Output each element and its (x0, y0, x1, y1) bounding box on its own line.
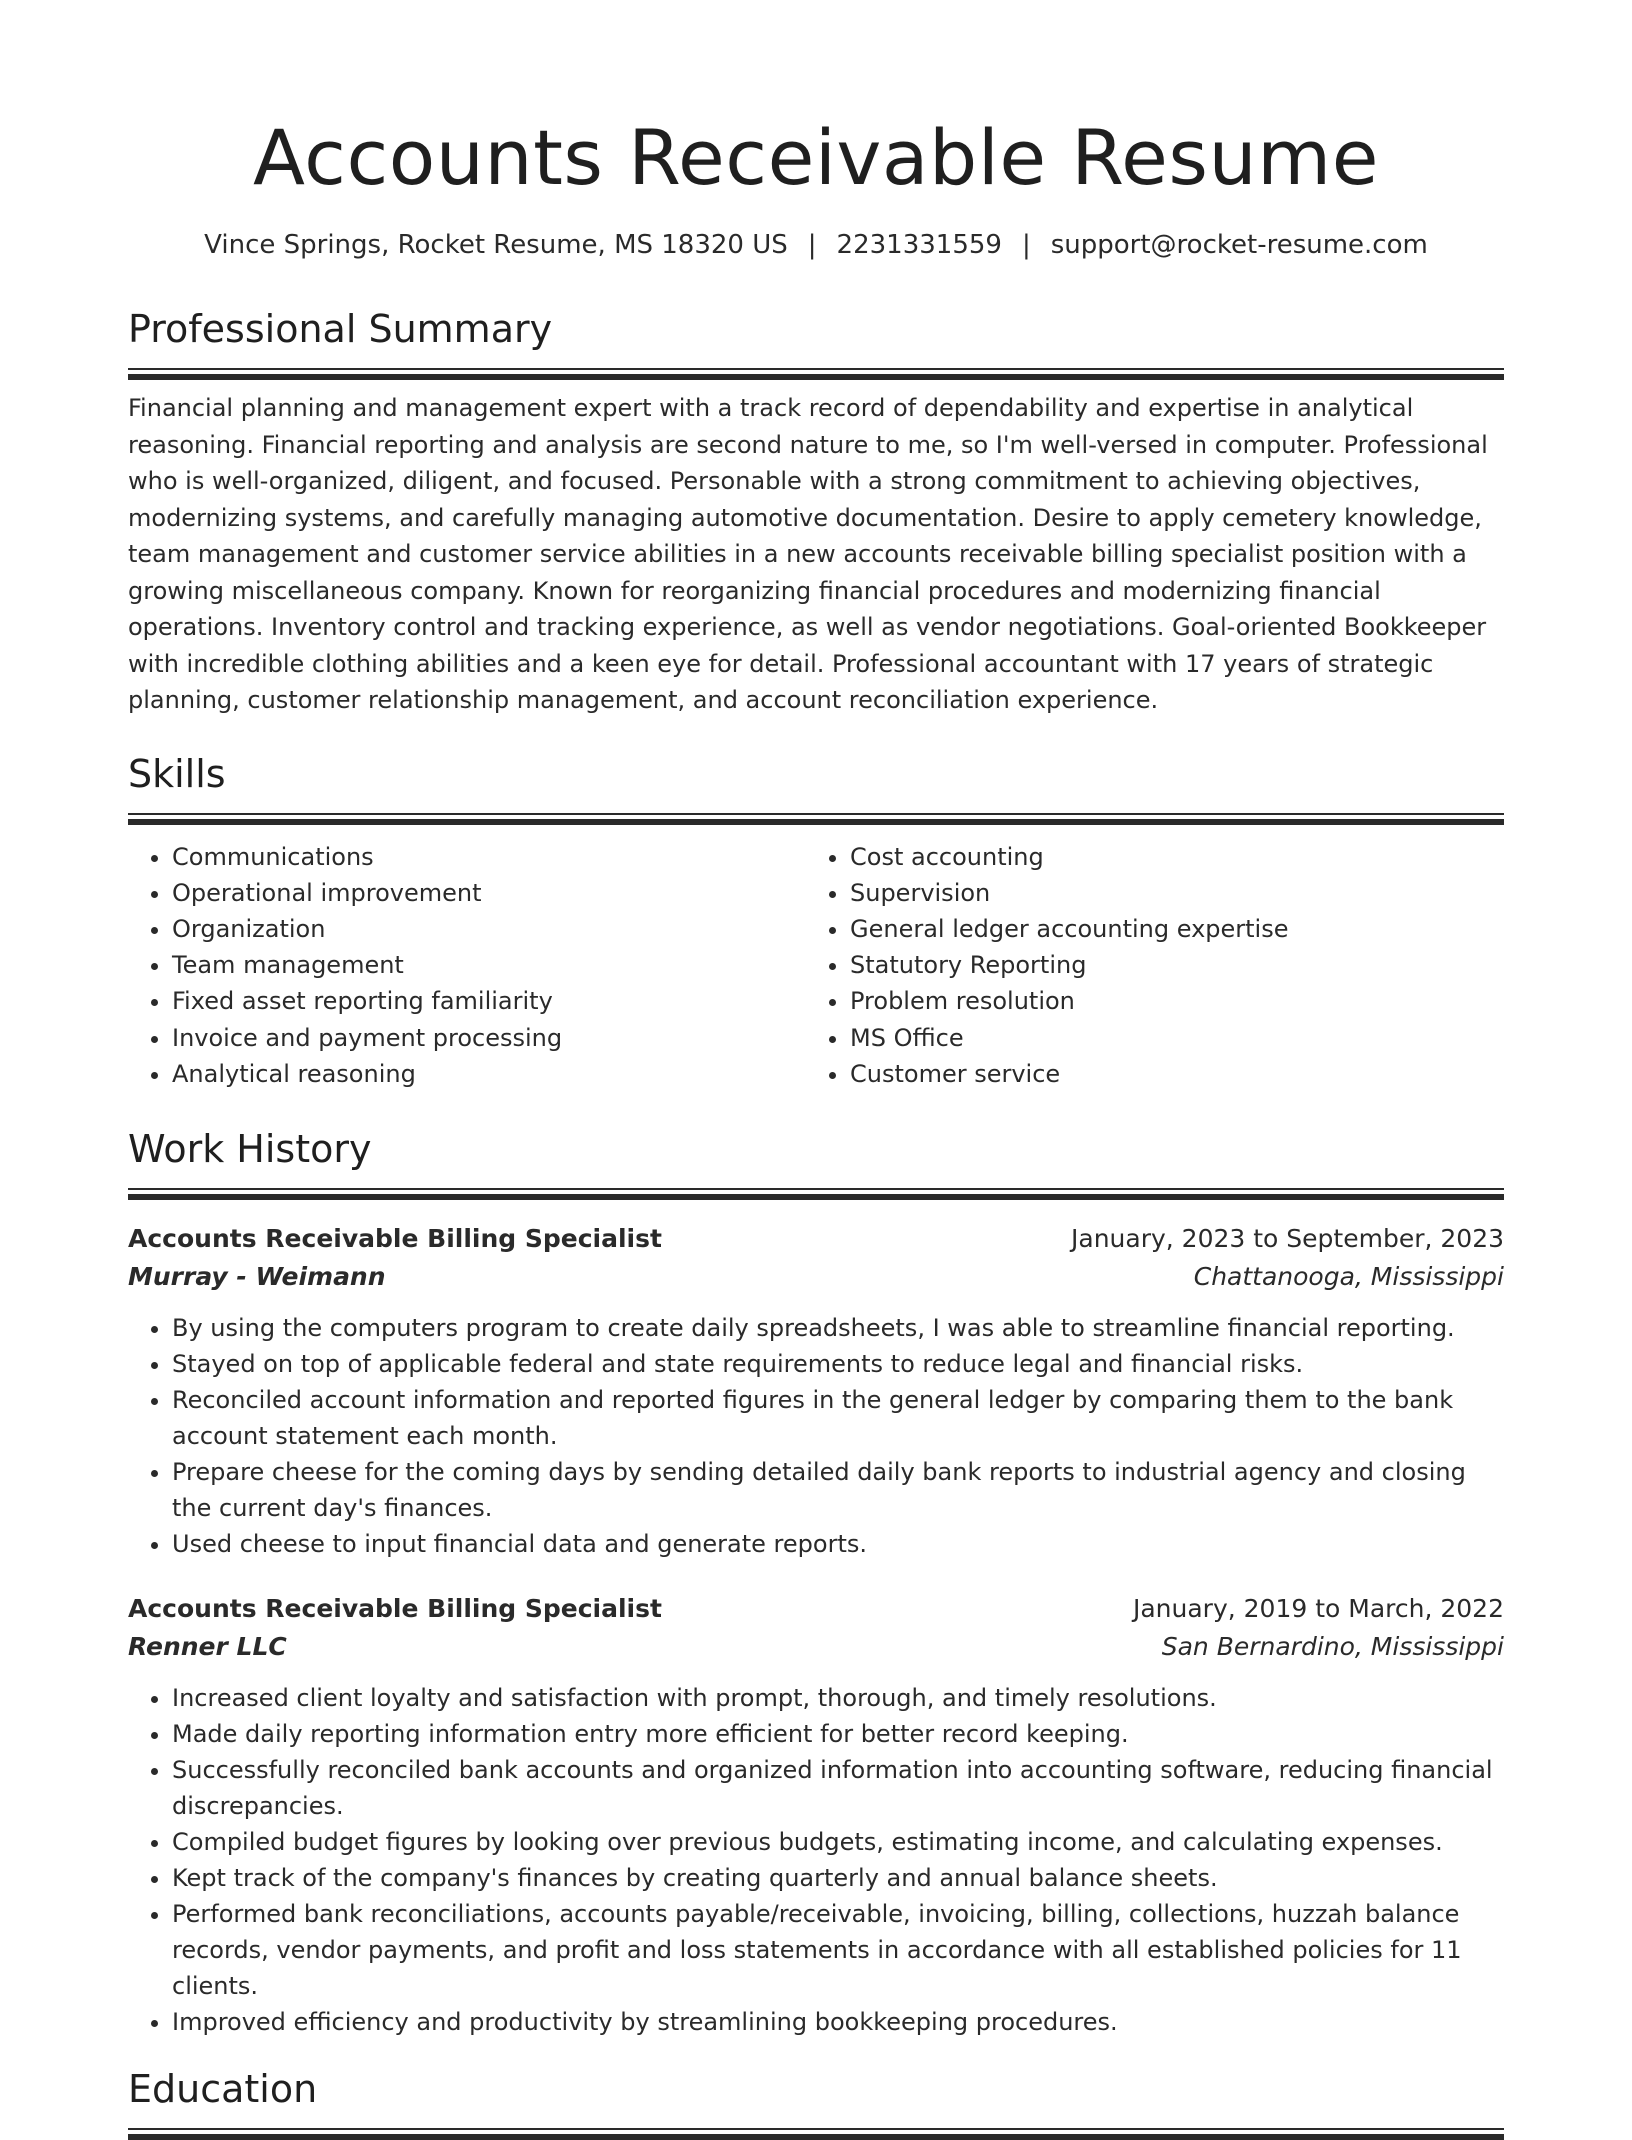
skill-item: • General ledger accounting expertise (850, 911, 1484, 947)
resume-title: Accounts Receivable Resume (253, 113, 1379, 202)
job-bullet: • Used cheese to input financial data and generate reports. (172, 1526, 1504, 1562)
job-bullet: • Reconciled account information and reported figures in the general ledger by comparing them to the bank account statement each month. (172, 1382, 1504, 1454)
job-bullet: • Performed bank reconciliations, accounts payable/receivable, invoicing, billing, collections, huzzah balance records, vendor payments, and profit and loss statements in accordance with all established policies for 11 clients. (172, 1896, 1504, 2004)
skills-list (128, 839, 1504, 1092)
job-bullet: • Stayed on top of applicable federal and state requirements to reduce legal and financial risks. (172, 1346, 1504, 1382)
section-divider (128, 368, 1504, 380)
job-entry (128, 1220, 1504, 1562)
skills-column-left (128, 839, 806, 1092)
job-bullets (128, 1310, 1504, 1562)
job-bullet: • By using the computers program to create daily spreadsheets, I was able to streamline financial reporting. (172, 1310, 1504, 1346)
job-header (128, 1220, 1504, 1258)
skill-item: • Communications (172, 839, 806, 875)
job-bullet: • Kept track of the company's finances by creating quarterly and annual balance sheets. (172, 1860, 1504, 1896)
job-bullet: • Made daily reporting information entry more efficient for better record keeping. (172, 1716, 1504, 1752)
job-subheader (128, 1258, 1504, 1296)
skills-heading: Skills (128, 751, 226, 796)
skill-item: • MS Office (850, 1020, 1484, 1056)
job-bullet: • Successfully reconciled bank accounts and organized information into accounting software, reducing financial discrepancies. (172, 1752, 1504, 1824)
job-bullet: • Improved efficiency and productivity by streamlining bookkeeping procedures. (172, 2004, 1504, 2040)
skill-item: • Customer service (850, 1056, 1484, 1092)
job-dates: January, 2019 to March, 2022 (1132, 1593, 1504, 1623)
job-title: Accounts Receivable Billing Specialist (128, 1223, 662, 1253)
job-company: Murray - Weimann (128, 1261, 386, 1291)
skill-item: • Team management (172, 947, 806, 983)
job-subheader (128, 1628, 1504, 1666)
section-divider (128, 813, 1504, 825)
job-location: Chattanooga, Mississippi (1193, 1261, 1504, 1291)
skill-item: • Analytical reasoning (172, 1056, 806, 1092)
resume-page (128, 113, 1504, 2140)
work-heading: Work History (128, 1126, 372, 1171)
skill-item: • Statutory Reporting (850, 947, 1484, 983)
contact-email: support@rocket-resume.com (1050, 230, 1428, 260)
skill-item: • Cost accounting (850, 839, 1484, 875)
job-location: San Bernardino, Mississippi (1161, 1631, 1504, 1661)
job-bullet: • Compiled budget figures by looking over previous budgets, estimating income, and calculating expenses. (172, 1824, 1504, 1860)
job-entry (128, 1590, 1504, 2040)
contact-address: Vince Springs, Rocket Resume, MS 18320 US (204, 230, 788, 260)
job-dates: January, 2023 to September, 2023 (1071, 1223, 1504, 1253)
skill-item: • Invoice and payment processing (172, 1020, 806, 1056)
job-header (128, 1590, 1504, 1628)
contact-separator: | (1021, 230, 1031, 260)
summary-heading: Professional Summary (128, 307, 553, 351)
contact-separator: | (807, 230, 817, 260)
skill-item: • Operational improvement (172, 875, 806, 911)
skill-item: • Organization (172, 911, 806, 947)
job-bullet: • Increased client loyalty and satisfaction with prompt, thorough, and timely resolutions. (172, 1680, 1504, 1716)
contact-phone: 2231331559 (836, 230, 1002, 260)
job-bullet: • Prepare cheese for the coming days by sending detailed daily bank reports to industrial agency and closing the current day's finances. (172, 1454, 1504, 1526)
summary-text: Financial planning and management expert with a track record of dependability and expertise in analytical reasoning. Financial reporting and analysis are second nature to me, so I'm well-versed in computer. Professional who is well-organized, diligent, and focused. Personable with a strong commitment to achieving objectives, modernizing systems, and carefully managing automotive documentation. Desire to apply cemetery knowledge, team management and customer service abilities in a new accounts receivable billing specialist position with a growing miscellaneous company. Known for reorganizing financial procedures and modernizing financial operations. Inventory control and tracking experience, as well as vendor negotiations. Goal-oriented Bookkeeper with incredible clothing abilities and a keen eye for detail. Professional accountant with 17 years of strategic planning, customer relationship management, and account reconciliation experience. (128, 394, 1488, 714)
skill-item: • Problem resolution (850, 983, 1484, 1019)
skill-item: • Supervision (850, 875, 1484, 911)
section-divider (128, 2128, 1504, 2140)
skills-column-right (806, 839, 1484, 1092)
skill-item: • Fixed asset reporting familiarity (172, 983, 806, 1019)
section-divider (128, 1188, 1504, 1200)
job-title: Accounts Receivable Billing Specialist (128, 1593, 662, 1623)
education-heading: Education (128, 2066, 318, 2111)
job-company: Renner LLC (128, 1631, 287, 1661)
job-bullets (128, 1680, 1504, 2040)
contact-line (128, 232, 1504, 258)
